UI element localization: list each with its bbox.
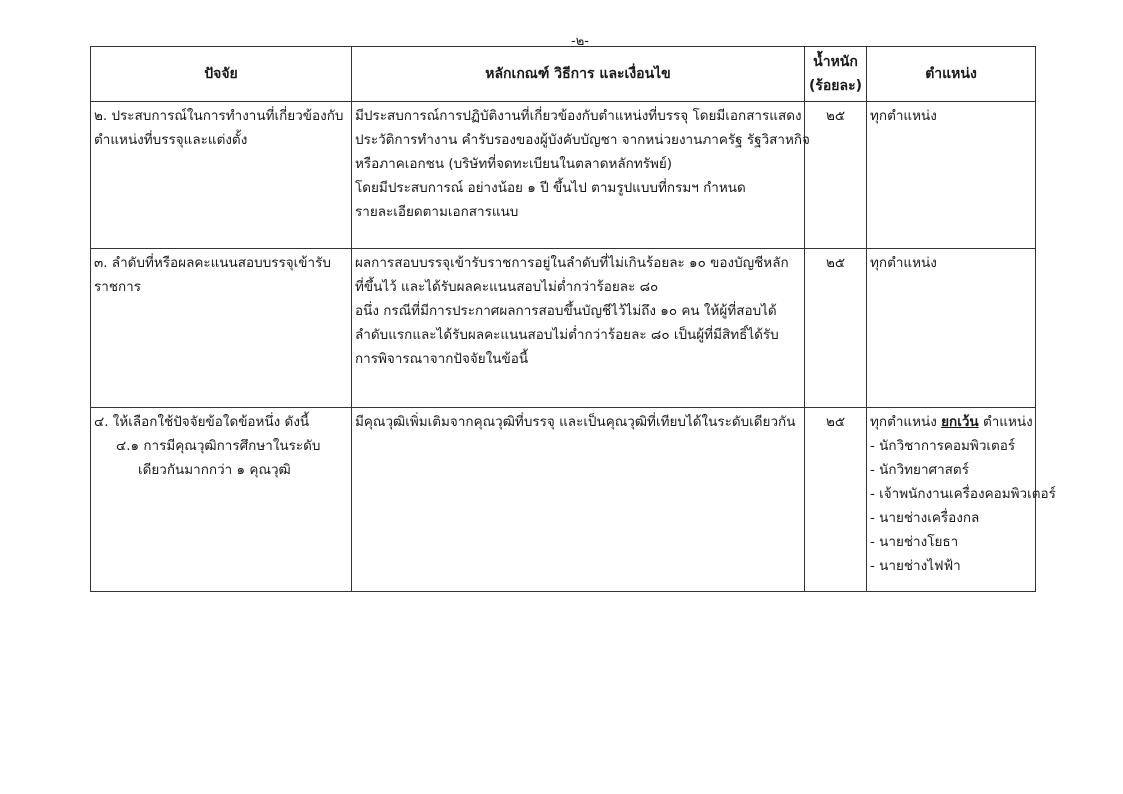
position-text: ทุกตำแหน่ง	[870, 108, 937, 124]
header-weight	[805, 47, 867, 102]
excluded-position-item: - นักวิชาการคอมพิวเตอร์	[870, 438, 1016, 454]
factor-line: ตำแหน่งที่บรรจุและแต่งตั้ง	[94, 132, 248, 148]
criteria-cell	[352, 249, 805, 408]
criteria-cell	[352, 408, 805, 592]
factor-cell	[91, 408, 352, 592]
criteria-line: มีประสบการณ์การปฏิบัติงานที่เกี่ยวข้องกับตำแหน่งที่บรรจุ โดยมีเอกสารแสดง	[355, 108, 802, 124]
page-number: -๒-	[571, 34, 589, 49]
position-cell	[867, 408, 1056, 592]
criteria-line: ผลการสอบบรรจุเข้ารับราชการอยู่ในลำดับที่ไม่เกินร้อยละ ๑๐ ของบัญชีหลัก	[355, 255, 789, 271]
weight-cell	[805, 249, 867, 408]
header-factor: ปัจจัย	[91, 47, 352, 102]
position-text: ทุกตำแหน่ง	[870, 255, 937, 271]
header-weight-line2: (ร้อยละ)	[808, 78, 863, 94]
header-position: ตำแหน่ง	[867, 47, 1036, 102]
criteria-line: ที่ขึ้นไว้ และได้รับผลคะแนนสอบไม่ต่ำกว่าร้อยละ ๘๐	[355, 279, 659, 295]
table-row	[91, 249, 1036, 408]
factor-cell	[91, 249, 352, 408]
criteria-line: โดยมีประสบการณ์ อย่างน้อย ๑ ปี ขึ้นไป ตามรูปแบบที่กรมฯ กำหนด	[355, 180, 746, 196]
criteria-line: การพิจารณาจากปัจจัยในข้อนี้	[355, 351, 529, 367]
weight-value: ๒๕	[825, 414, 846, 430]
excluded-position-item: - นายช่างเครื่องกล	[870, 510, 980, 526]
position-cell	[867, 102, 1036, 249]
table-row	[91, 102, 1036, 249]
criteria-line: รายละเอียดตามเอกสารแนบ	[355, 204, 519, 220]
position-except: ยกเว้น	[941, 414, 979, 430]
criteria-table	[90, 46, 1056, 592]
position-cell	[867, 249, 1036, 408]
header-criteria: หลักเกณฑ์ วิธีการ และเงื่อนไข	[352, 47, 805, 102]
excluded-position-item: - เจ้าพนักงานเครื่องคอมพิวเตอร์	[870, 486, 1056, 502]
criteria-line: หรือภาคเอกชน (บริษัทที่จดทะเบียนในตลาดหลักทรัพย์)	[355, 156, 673, 172]
criteria-line: อนึ่ง กรณีที่มีการประกาศผลการสอบขึ้นบัญชีไว้ไม่ถึง ๑๐ คน ให้ผู้ที่สอบได้	[355, 303, 777, 319]
table-row	[91, 408, 1036, 592]
factor-line: ๒. ประสบการณ์ในการทำงานที่เกี่ยวข้องกับ	[94, 108, 344, 124]
position-heading	[870, 410, 1032, 434]
factor-line: ๓. ลำดับที่หรือผลคะแนนสอบบรรจุเข้ารับ	[94, 255, 331, 271]
position-suffix: ตำแหน่ง	[982, 414, 1033, 430]
criteria-line: มีคุณวุฒิเพิ่มเติมจากคุณวุฒิที่บรรจุ และเป็นคุณวุฒิที่เทียบได้ในระดับเดียวกัน	[355, 414, 796, 430]
weight-value: ๒๕	[825, 108, 846, 124]
criteria-line: ลำดับแรกและได้รับผลคะแนนสอบไม่ต่ำกว่าร้อยละ ๘๐ เป็นผู้ที่มีสิทธิ์ได้รับ	[355, 327, 779, 343]
excluded-position-item: - นายช่างโยธา	[870, 534, 959, 550]
factor-cell	[91, 102, 352, 249]
weight-value: ๒๕	[825, 255, 846, 271]
factor-line: ๔. ให้เลือกใช้ปัจจัยข้อใดข้อหนึ่ง ดังนี้	[94, 414, 310, 430]
weight-cell	[805, 102, 867, 249]
table-header-row	[91, 47, 1036, 102]
weight-cell	[805, 408, 867, 592]
position-prefix: ทุกตำแหน่ง	[870, 414, 937, 430]
factor-sub-line: ๔.๑ การมีคุณวุฒิการศึกษาในระดับ	[116, 438, 321, 454]
excluded-position-item: - นายช่างไฟฟ้า	[870, 558, 961, 574]
factor-line: ราชการ	[94, 279, 141, 295]
excluded-position-item: - นักวิทยาศาสตร์	[870, 462, 969, 478]
criteria-cell	[352, 102, 810, 249]
factor-sub-line: เดียวกันมากกว่า ๑ คุณวุฒิ	[138, 462, 291, 478]
header-weight-line1: น้ำหนัก	[813, 54, 858, 70]
criteria-line: ประวัติการทำงาน คำรับรองของผู้บังคับบัญชา จากหน่วยงานภาครัฐ รัฐวิสาหกิจ	[355, 132, 810, 148]
